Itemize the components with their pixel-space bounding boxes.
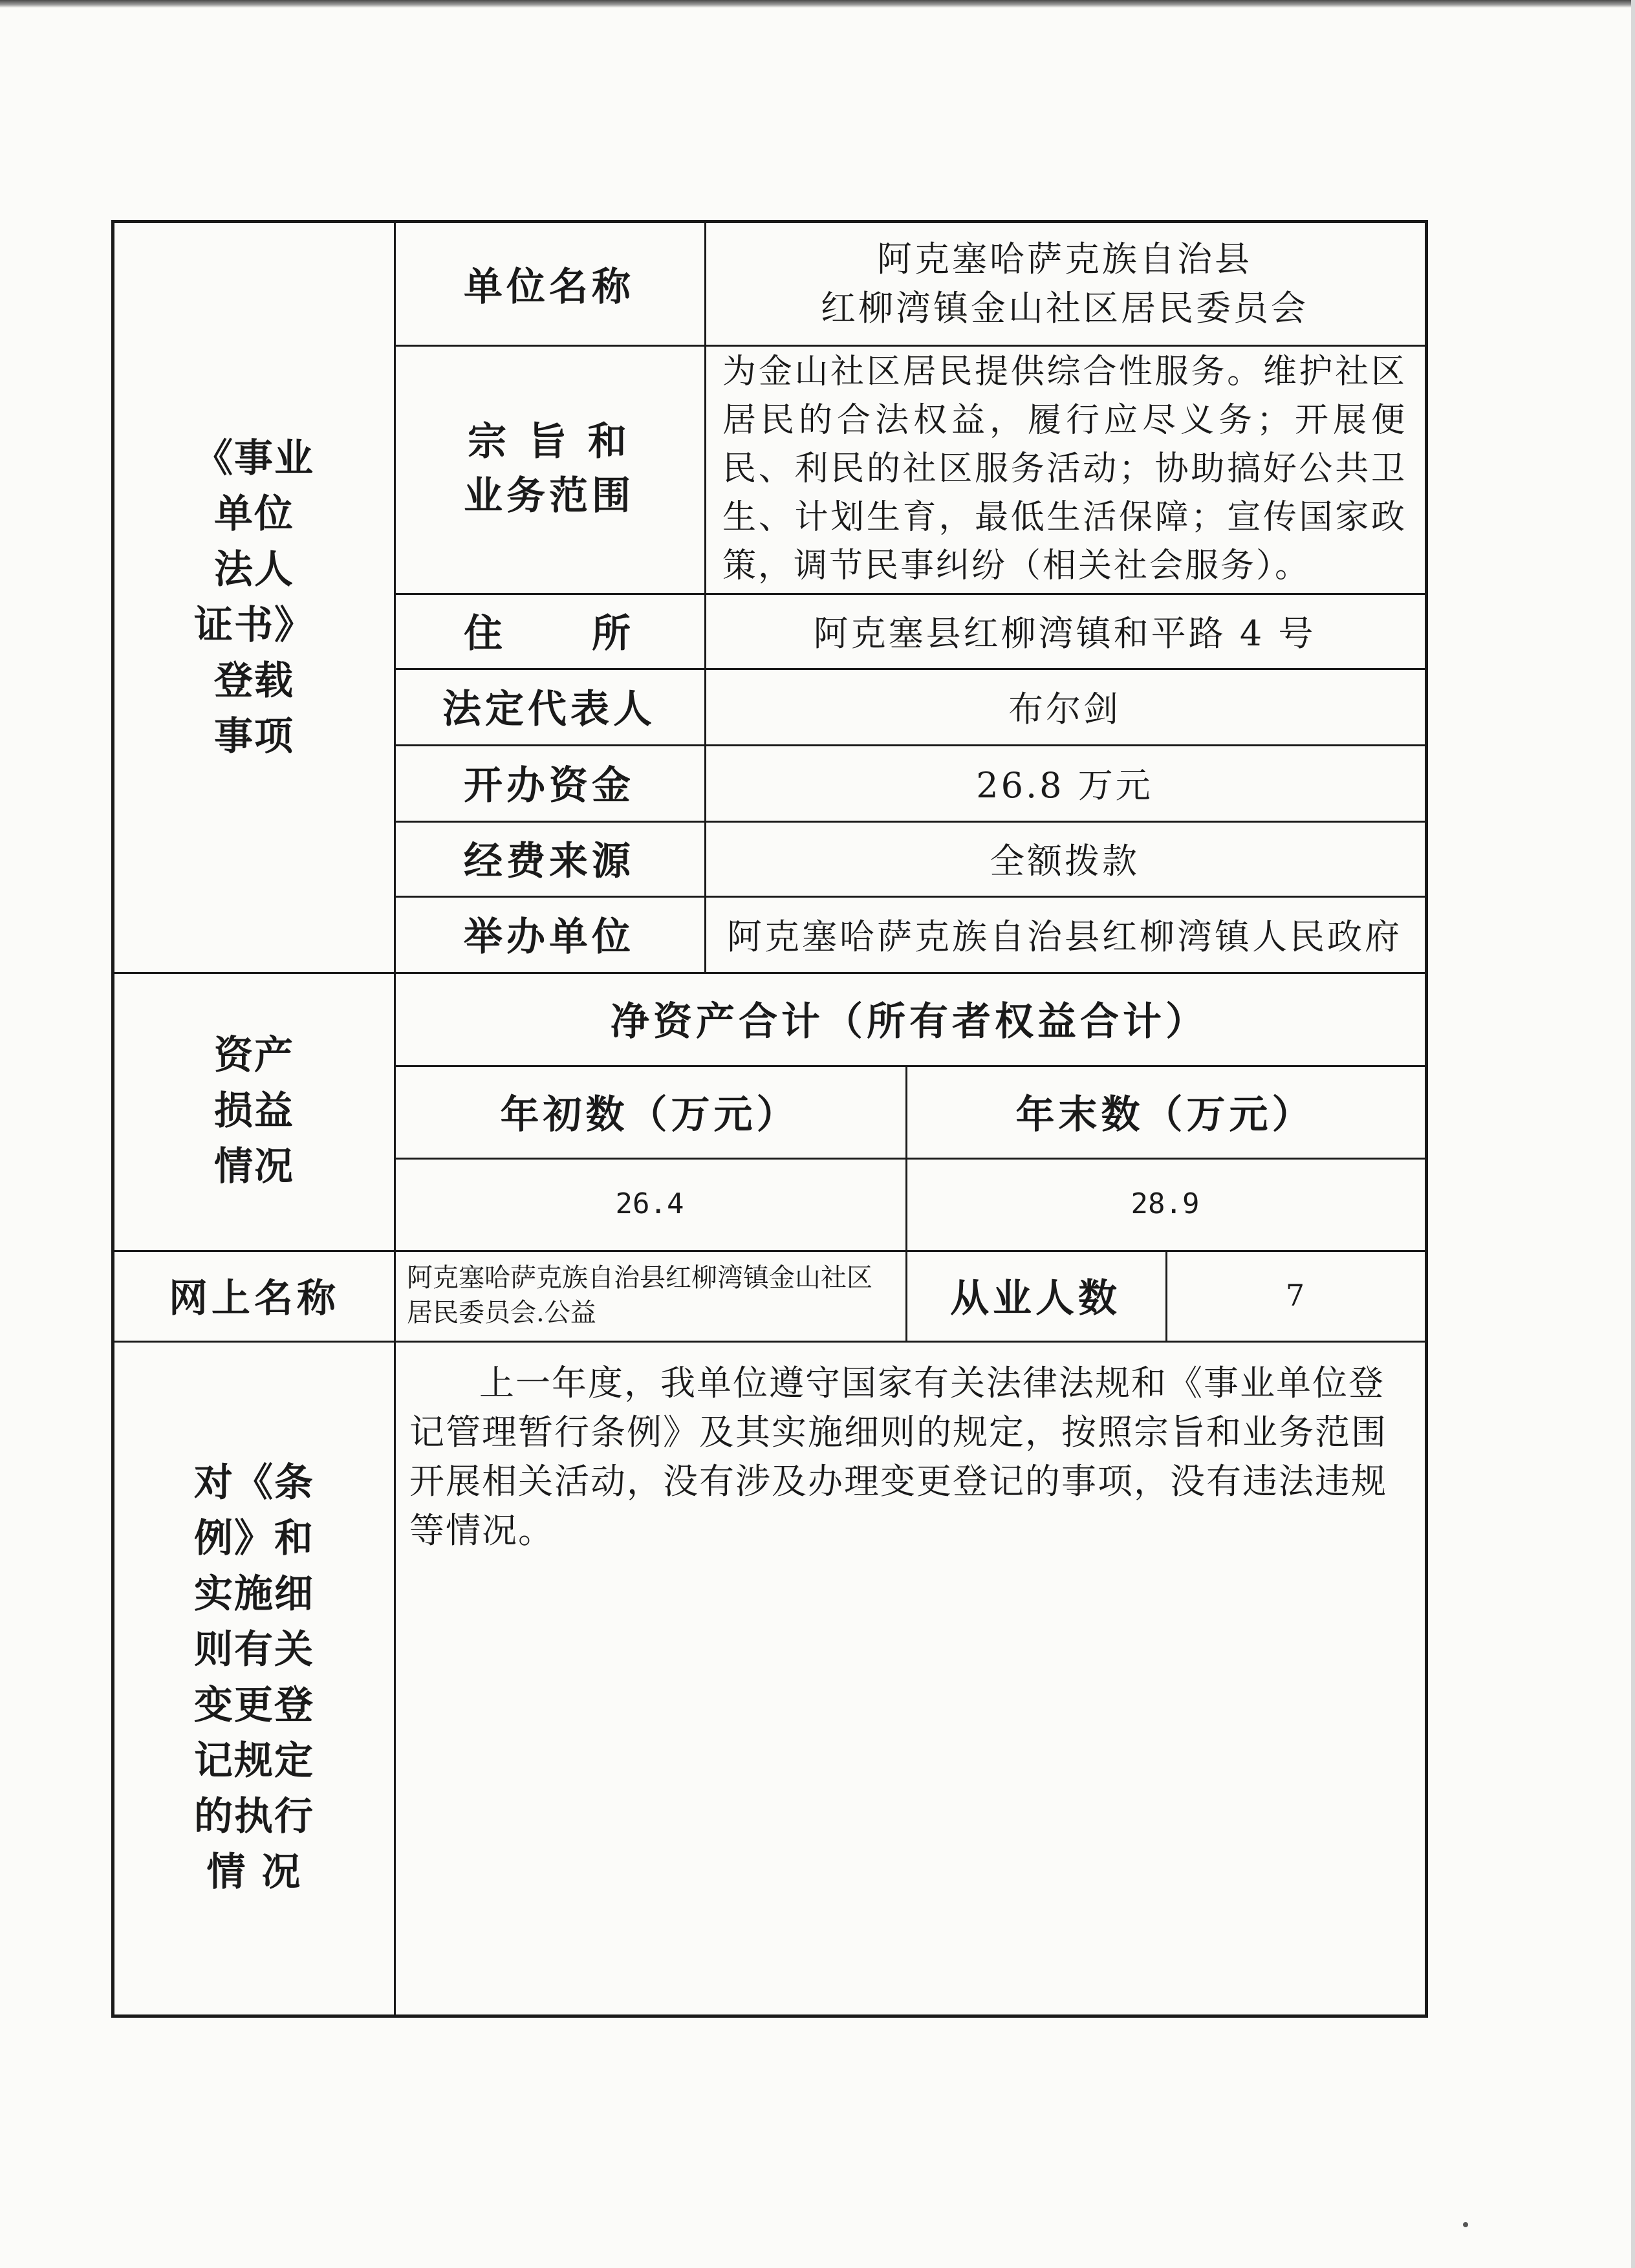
- registration-table: [111, 220, 1428, 2018]
- purpose-value: 为金山社区居民提供综合性服务。维护社区居民的合法权益，履行应尽义务；开展便民、利民的社区服务活动；协助搞好公共卫生、计划生育，最低生活保障；宣传国家政策，调节民事纠纷（相关社会服务）。: [722, 352, 1407, 585]
- capital-value: 26.8 万元: [976, 764, 1153, 806]
- net-assets-header: 净资产合计（所有者权益合计）: [611, 999, 1208, 1044]
- capital-label: 开办资金: [464, 763, 634, 808]
- legal-rep-label: 法定代表人: [442, 687, 656, 732]
- purpose-label: 宗 旨 和 业务范围: [464, 419, 634, 519]
- online-name-label: 网上名称: [169, 1276, 340, 1321]
- compliance-cell: [394, 1341, 1425, 2014]
- end-value: 28.9: [1131, 1187, 1200, 1220]
- scan-edge-top: [0, 0, 1635, 8]
- unit-name-label: 单位名称: [464, 265, 634, 310]
- compliance-text: 上一年度，我单位遵守国家有关法律法规和《事业单位登记管理暂行条例》及其实施细则的规定，按照宗旨和业务范围开展相关活动，没有涉及办理变更登记的事项，没有违法违规等情况。: [409, 1363, 1387, 1551]
- begin-col-header: 年初数（万元）: [500, 1092, 799, 1138]
- online-name-value: 阿克塞哈萨克族自治县红柳湾镇金山社区居民委员会.公益: [407, 1263, 872, 1328]
- unit-name-value: 阿克塞哈萨克族自治县 红柳湾镇金山社区居民委员会: [821, 239, 1308, 329]
- staff-count-label: 从业人数: [950, 1276, 1121, 1321]
- address-value: 阿克塞县红柳湾镇和平路 4 号: [813, 612, 1316, 654]
- sponsor-value: 阿克塞哈萨克族自治县红柳湾镇人民政府: [727, 916, 1402, 957]
- address-label: 住 所: [464, 611, 634, 656]
- begin-value: 26.4: [615, 1187, 684, 1220]
- section1-side-label: 《事业 单位 法人 证书》 登载 事项: [194, 436, 314, 759]
- scan-edge-right: [1631, 0, 1635, 2268]
- scan-speck: [1463, 2222, 1468, 2227]
- end-col-header: 年末数（万元）: [1015, 1092, 1315, 1138]
- legal-rep-value: 布尔剑: [1008, 688, 1121, 729]
- purpose-value-cell: [704, 345, 1425, 593]
- section4-side-label: 对《条 例》和 实施细 则有关 变更登 记规定 的执行 情 况: [194, 1460, 314, 1895]
- funding-value: 全额拨款: [990, 840, 1140, 881]
- sponsor-label: 举办单位: [464, 914, 634, 960]
- staff-count-value: 7: [1285, 1278, 1305, 1313]
- funding-label: 经费来源: [464, 839, 634, 884]
- section2-side-label: 资产 损益 情况: [214, 1033, 294, 1189]
